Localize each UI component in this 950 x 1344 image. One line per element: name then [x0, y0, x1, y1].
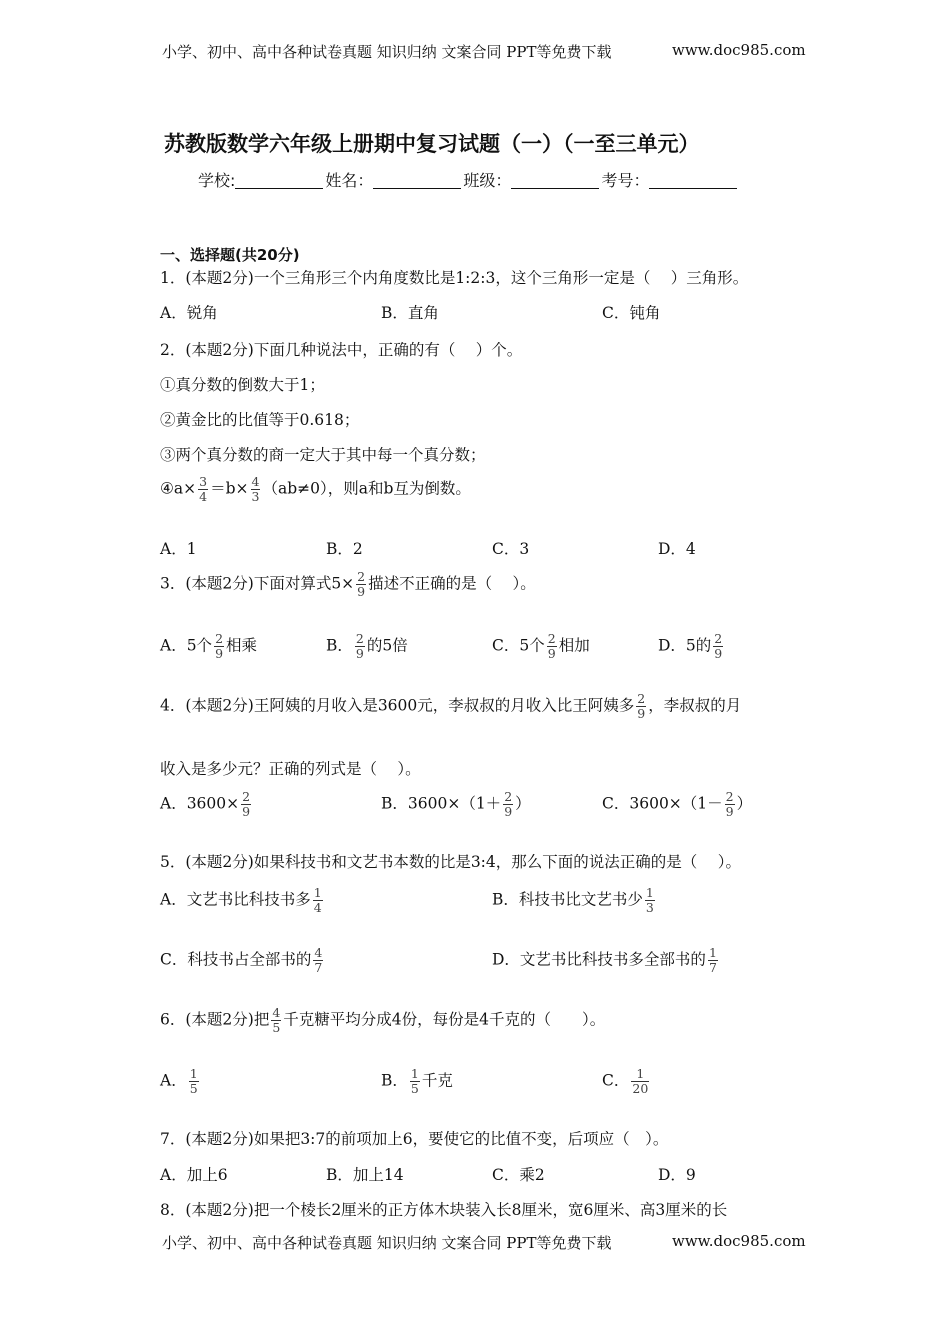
- q2-option-a[interactable]: A．1: [160, 540, 197, 558]
- q2-option-b[interactable]: B．2: [326, 540, 363, 558]
- question-2: 2．(本题2分)下面几种说法中，正确的有（ ）个。: [160, 341, 523, 359]
- header-url[interactable]: www.doc985.com: [672, 41, 806, 59]
- question-8: 8．(本题2分)把一个棱长2厘米的正方体木块装入长8厘米，宽6厘米、高3厘米的长: [160, 1201, 728, 1219]
- q6-option-a[interactable]: A． $\frac{1}{5}$: [160, 1066, 198, 1096]
- q2-option-c[interactable]: C．3: [492, 540, 530, 558]
- q4-option-c[interactable]: C．3600×（1－ $\frac{2}{9}$ ）: [602, 789, 753, 819]
- footer-url[interactable]: www.doc985.com: [672, 1232, 806, 1250]
- q1-option-b[interactable]: B．直角: [381, 304, 439, 322]
- fraction-2-9: $\frac{2}{9}$: [504, 789, 513, 819]
- question-7: 7．(本题2分)如果把3:7的前项加上6，要使它的比值不变，后项应（ ）。: [160, 1130, 669, 1148]
- name-blank[interactable]: [373, 172, 461, 189]
- number-label: 考号：: [601, 171, 650, 190]
- q2-statement-2: ②黄金比的比值等于0.618；: [160, 411, 360, 429]
- fraction-1-4: $\frac{1}{4}$: [313, 885, 322, 915]
- q3-option-c[interactable]: C．5个 $\frac{2}{9}$ 相加: [492, 631, 590, 661]
- header-text: 小学、初中、高中各种试卷真题 知识归纳 文案合同 PPT等免费下载: [162, 43, 612, 61]
- q2-s4-post: （ab≠0），则a和b互为倒数。: [262, 479, 471, 498]
- q6-option-b[interactable]: B． $\frac{1}{5}$ 千克: [381, 1066, 453, 1096]
- q2-statement-1: ①真分数的倒数大于1；: [160, 376, 325, 394]
- fraction-1-5: $\frac{1}{5}$: [189, 1066, 198, 1096]
- fraction-2-9: $\frac{2}{9}$: [355, 631, 364, 661]
- fraction-1-3: $\frac{1}{3}$: [645, 885, 654, 915]
- q5-option-b[interactable]: B．科技书比文艺书少 $\frac{1}{3}$: [492, 885, 654, 915]
- q3-option-a[interactable]: A．5个 $\frac{2}{9}$ 相乘: [160, 631, 258, 661]
- section-heading: 一、选择题(共20分): [160, 246, 300, 264]
- q4-option-a[interactable]: A．3600× $\frac{2}{9}$: [160, 789, 251, 819]
- fraction-4-3: $\frac{4}{3}$: [251, 474, 260, 504]
- q3-pre: 3．(本题2分)下面对算式5×: [160, 574, 355, 593]
- q2-s4-mid: ＝b×: [210, 479, 249, 498]
- fraction-4-7: $\frac{4}{7}$: [314, 945, 323, 975]
- page-title: 苏教版数学六年级上册期中复习试题（一）（一至三单元）: [164, 132, 700, 156]
- q1-option-c[interactable]: C．钝角: [602, 304, 661, 322]
- q2-statement-3: ③两个真分数的商一定大于其中每一个真分数；: [160, 446, 486, 464]
- q3-option-d[interactable]: D．5的 $\frac{2}{9}$: [658, 631, 723, 661]
- q7-option-a[interactable]: A．加上6: [160, 1166, 228, 1184]
- fraction-2-9: $\frac{2}{9}$: [725, 789, 734, 819]
- student-info-line: [198, 168, 739, 191]
- class-label: 班级：: [463, 171, 512, 190]
- q1-option-a[interactable]: A．锐角: [160, 304, 218, 322]
- question-4-line-2: 收入是多少元？正确的列式是（ ）。: [160, 760, 421, 778]
- question-6: 6．(本题2分)把 $\frac{4}{5}$ 千克糖平均分成4份，每份是4千克的（ ）。: [160, 1005, 606, 1035]
- question-5: 5．(本题2分)如果科技书和文艺书本数的比是3:4，那么下面的说法正确的是（ ）。: [160, 853, 741, 871]
- q2-s4-pre: ④a×: [160, 479, 197, 498]
- fraction-2-9: $\frac{2}{9}$: [357, 569, 366, 599]
- q7-option-c[interactable]: C．乘2: [492, 1166, 545, 1184]
- q2-option-d[interactable]: D．4: [658, 540, 696, 558]
- fraction-1-5: $\frac{1}{5}$: [410, 1066, 419, 1096]
- fraction-2-9: $\frac{2}{9}$: [215, 631, 224, 661]
- fraction-1-7: $\frac{1}{7}$: [708, 945, 717, 975]
- fraction-2-9: $\frac{2}{9}$: [714, 631, 723, 661]
- class-blank[interactable]: [511, 172, 599, 189]
- question-1: 1．(本题2分)一个三角形三个内角度数比是1:2:3，这个三角形一定是（ ）三角形。: [160, 269, 749, 287]
- fraction-4-5: $\frac{4}{5}$: [272, 1005, 281, 1035]
- q2-statement-4: [160, 475, 471, 504]
- fraction-1-20: $\frac{1}{20}$: [632, 1066, 649, 1096]
- q3-option-b[interactable]: B． $\frac{2}{9}$ 的5倍: [326, 631, 408, 661]
- fraction-3-4: $\frac{3}{4}$: [199, 474, 208, 504]
- q3-post: 描述不正确的是（ ）。: [368, 574, 536, 593]
- q5-option-d[interactable]: D．文艺书比科技书多全部书的 $\frac{1}{7}$: [492, 945, 717, 975]
- q7-option-b[interactable]: B．加上14: [326, 1166, 404, 1184]
- q7-option-d[interactable]: D．9: [658, 1166, 696, 1184]
- q6-option-c[interactable]: C． $\frac{1}{20}$: [602, 1066, 649, 1096]
- name-label: 姓名：: [325, 171, 374, 190]
- fraction-2-9: $\frac{2}{9}$: [637, 691, 646, 721]
- footer-text: 小学、初中、高中各种试卷真题 知识归纳 文案合同 PPT等免费下载: [162, 1234, 612, 1252]
- question-3: [160, 570, 536, 599]
- q5-option-a[interactable]: A．文艺书比科技书多 $\frac{1}{4}$: [160, 885, 322, 915]
- school-label: 学校:: [198, 171, 236, 190]
- fraction-2-9: $\frac{2}{9}$: [242, 789, 251, 819]
- q4-option-b[interactable]: B．3600×（1＋ $\frac{2}{9}$ ）: [381, 789, 531, 819]
- school-blank[interactable]: [235, 172, 323, 189]
- question-4: 4．(本题2分)王阿姨的月收入是3600元，李叔叔的月收入比王阿姨多 $\frac{2}{9}$ ，李叔叔的月: [160, 691, 742, 721]
- number-blank[interactable]: [649, 172, 737, 189]
- q5-option-c[interactable]: C．科技书占全部书的 $\frac{4}{7}$: [160, 945, 323, 975]
- fraction-2-9: $\frac{2}{9}$: [547, 631, 556, 661]
